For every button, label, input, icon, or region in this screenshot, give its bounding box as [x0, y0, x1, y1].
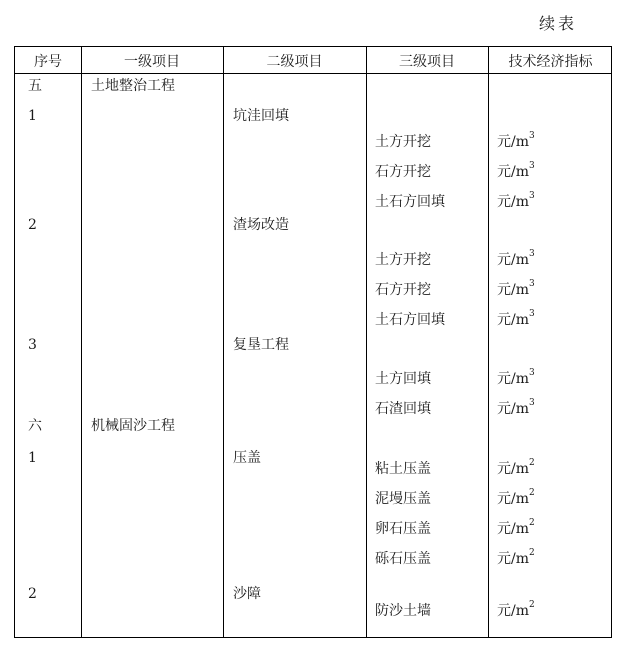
header-level3: 三级项目: [399, 54, 455, 70]
row-unit: [497, 602, 535, 620]
unit-base: 元/m: [497, 603, 529, 619]
row-level3: 石渣回填: [375, 401, 431, 417]
row-unit: [497, 550, 535, 568]
unit-base: 元/m: [497, 134, 529, 150]
unit-exponent: 2: [529, 518, 535, 529]
unit-exponent: 3: [529, 309, 535, 320]
row-unit: [497, 400, 535, 418]
row-level1: 机械固沙工程: [91, 418, 175, 434]
row-level3: 土石方回填: [375, 312, 445, 328]
row-level3: 土石方回填: [375, 194, 445, 210]
row-unit: [497, 370, 535, 388]
unit-exponent: 2: [529, 600, 535, 611]
row-unit: [497, 281, 535, 299]
row-unit: [497, 460, 535, 478]
row-level3: 粘土压盖: [375, 461, 431, 477]
row-unit: [497, 193, 535, 211]
row-level2: 渣场改造: [233, 217, 289, 233]
row-level2: 沙障: [233, 586, 261, 602]
header-level1: 一级项目: [124, 54, 180, 70]
row-seq: 2: [28, 217, 37, 233]
row-seq: 1: [28, 450, 37, 466]
unit-exponent: 3: [529, 368, 535, 379]
row-level3: 砾石压盖: [375, 551, 431, 567]
column-divider: [488, 47, 489, 637]
row-level3: 土方开挖: [375, 134, 431, 150]
unit-base: 元/m: [497, 461, 529, 477]
unit-base: 元/m: [497, 252, 529, 268]
column-divider: [223, 47, 224, 637]
row-unit: [497, 133, 535, 151]
row-level3: 土方开挖: [375, 252, 431, 268]
unit-exponent: 2: [529, 488, 535, 499]
header-divider: [15, 73, 611, 74]
unit-base: 元/m: [497, 194, 529, 210]
row-level1: 土地整治工程: [91, 78, 175, 94]
unit-exponent: 3: [529, 161, 535, 172]
row-level3: 石方开挖: [375, 282, 431, 298]
unit-exponent: 3: [529, 398, 535, 409]
unit-base: 元/m: [497, 312, 529, 328]
unit-exponent: 3: [529, 191, 535, 202]
row-level2: 复垦工程: [233, 337, 289, 353]
row-seq: 2: [28, 586, 37, 602]
column-divider: [81, 47, 82, 637]
header-indicator: 技术经济指标: [508, 54, 593, 70]
row-unit: [497, 251, 535, 269]
unit-base: 元/m: [497, 164, 529, 180]
row-level2: 坑洼回填: [233, 108, 289, 124]
unit-exponent: 2: [529, 548, 535, 559]
row-seq: 3: [28, 337, 37, 353]
row-level3: 泥墁压盖: [375, 491, 431, 507]
row-level2: 压盖: [233, 450, 261, 466]
unit-exponent: 3: [529, 279, 535, 290]
header-seq: 序号: [34, 54, 62, 70]
header-level2: 二级项目: [266, 54, 323, 70]
row-seq: 六: [28, 418, 42, 434]
row-unit: [497, 163, 535, 181]
unit-base: 元/m: [497, 491, 529, 507]
row-seq: 1: [28, 108, 37, 124]
row-level3: 石方开挖: [375, 164, 431, 180]
column-divider: [366, 47, 367, 637]
continuation-label: 续表: [539, 14, 578, 33]
row-level3: 防沙土墙: [375, 603, 431, 619]
unit-base: 元/m: [497, 521, 529, 537]
row-unit: [497, 490, 535, 508]
unit-exponent: 2: [529, 458, 535, 469]
row-level3: 卵石压盖: [375, 521, 431, 537]
row-level3: 土方回填: [375, 371, 431, 387]
unit-base: 元/m: [497, 282, 529, 298]
row-unit: [497, 520, 535, 538]
unit-base: 元/m: [497, 551, 529, 567]
row-seq: 五: [28, 78, 42, 94]
unit-base: 元/m: [497, 371, 529, 387]
unit-exponent: 3: [529, 131, 535, 142]
row-unit: [497, 311, 535, 329]
unit-base: 元/m: [497, 401, 529, 417]
indicator-table: [14, 46, 612, 638]
unit-exponent: 3: [529, 249, 535, 260]
